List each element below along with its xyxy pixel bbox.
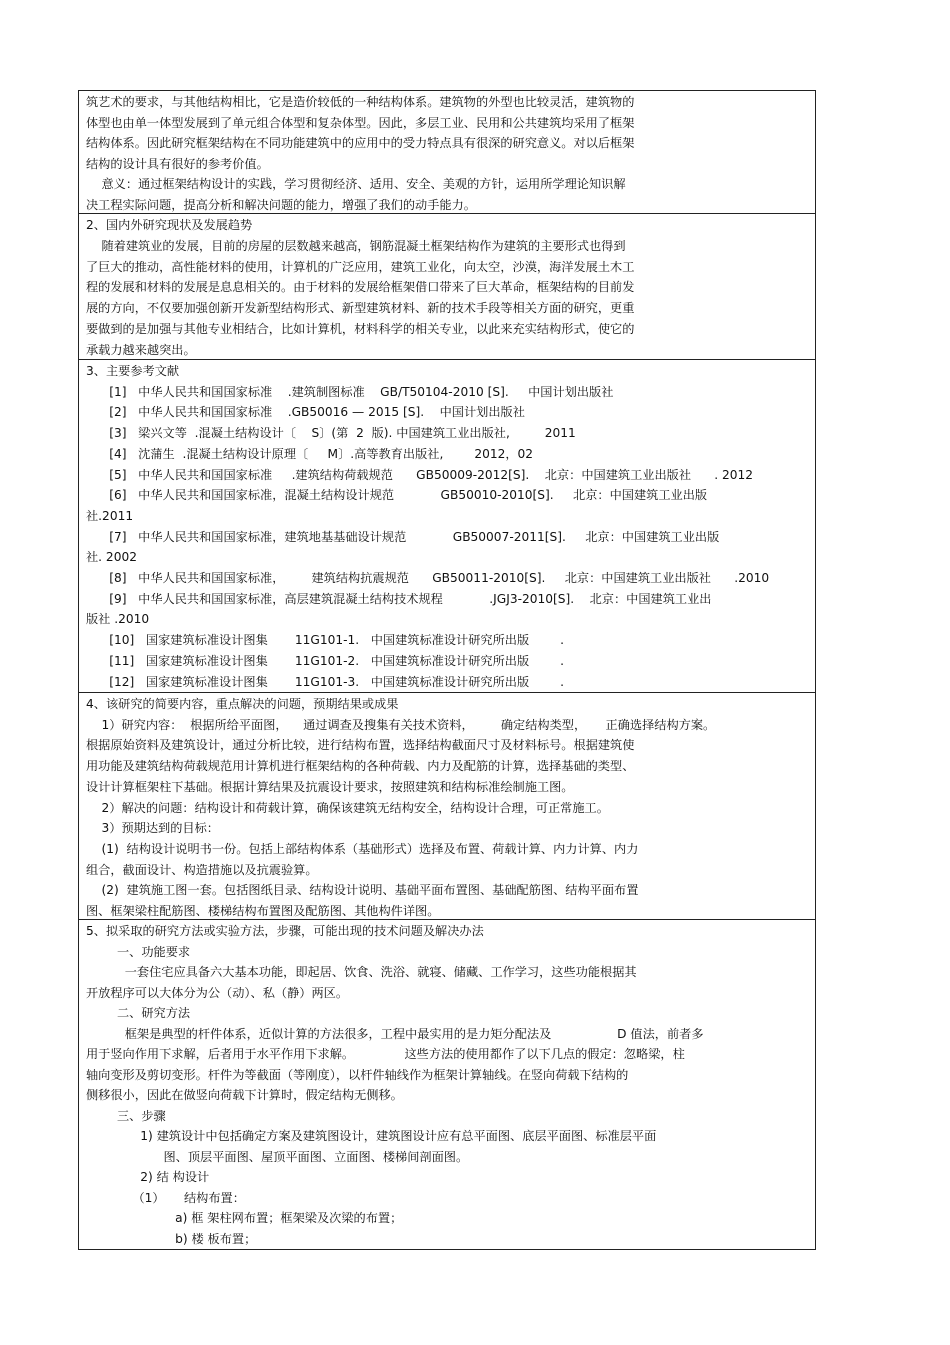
text-line: [9] 中华人民共和国国家标准，高层建筑混凝土结构技术规程 .JGJ3-2010[S]. 北京：中国建筑工业出 xyxy=(86,591,712,606)
text-line: (2) 建筑施工图一套。包括图纸目录、结构设计说明、基础平面布置图、基础配筋图、结构平面布置 xyxy=(86,883,639,898)
text-line: a) 框 架柱网布置；框架梁及次梁的布置； xyxy=(86,1211,403,1225)
text-line: 2、国内外研究现状及发展趋势 xyxy=(86,218,253,232)
text-line: 展的方向，不仅要加强创新开发新型结构形式、新型建筑材料、新的技术手段等相关方面的研究，更重 xyxy=(86,301,635,316)
text-line: 体型也由单一体型发展到了单元组合体型和复杂体型。因此，多层工业、民用和公共建筑均采用了框架 xyxy=(86,115,635,130)
section-research-content xyxy=(79,693,815,920)
text-line: 了巨大的推动，高性能材料的使用，计算机的广泛应用，建筑工业化，向太空，沙漠，海洋发展土木工 xyxy=(86,259,635,274)
text-line: 图、顶层平面图、屋顶平面图、立面图、楼梯间剖面图。 xyxy=(86,1149,469,1164)
text-line: [10] 国家建筑标准设计图集 11G101-1. 中国建筑标准设计研究所出版 . xyxy=(86,633,565,648)
text-line: 随着建筑业的发展，目前的房屋的层数越来越高，钢筋混凝土框架结构作为建筑的主要形式也得到 xyxy=(86,238,626,253)
document-table xyxy=(78,90,816,1250)
text-line: 一套住宅应具备六大基本功能，即起居、饮食、洗浴、就寝、储藏、工作学习，这些功能根据其 xyxy=(86,965,637,979)
text-line: 社. 2002 xyxy=(86,550,137,565)
text-line: [7] 中华人民共和国国家标准，建筑地基基础设计规范 GB50007-2011[S]. 北京：中国建筑工业出版 xyxy=(86,529,720,544)
text-line: 1) 建筑设计中包括确定方案及建筑图设计，建筑图设计应有总平面图、底层平面图、标准层平面 xyxy=(86,1129,657,1143)
text-line: [3] 梁兴文等 .混凝土结构设计〔 S〕(第 2 版). 中国建筑工业出版社, 2011 xyxy=(86,426,576,441)
text-line: (1) 结构设计说明书一份。包括上部结构体系（基础形式）选择及布置、荷载计算、内力计算、内力 xyxy=(86,841,639,856)
text-line: 1）研究内容： 根据所给平面图， 通过调查及搜集有关技术资料， 确定结构类型， 正确选择结构方案。 xyxy=(86,717,716,732)
text-line: [4] 沈蒲生 .混凝土结构设计原理〔 M〕.高等教育出版社, 2012，02 xyxy=(86,446,534,461)
text-line: 图、框架梁柱配筋图、楼梯结构布置图及配筋图、其他构件详图。 xyxy=(86,904,440,918)
text-line: 侧移很小，因此在做竖向荷载下计算时，假定结构无侧移。 xyxy=(86,1088,403,1102)
text-line: [2] 中华人民共和国国家标准 .GB50016 — 2015 [S]. 中国计划出版社 xyxy=(86,405,525,420)
text-line: 轴向变形及剪切变形。杆件为等截面（等刚度），以杆件轴线作为框架计算轴线。在竖向荷载下结构的 xyxy=(86,1067,629,1082)
text-line: 用功能及建筑结构荷载规范用计算机进行框架结构的各种荷载、内力及配筋的计算，选择基础的类型、 xyxy=(86,759,635,774)
text-line: 承载力越来越突出。 xyxy=(86,342,196,357)
text-line: 3、主要参考文献 xyxy=(86,364,180,378)
text-line: 二、研究方法 xyxy=(86,1006,191,1020)
text-line: 2）解决的问题：结构设计和荷载计算，确保该建筑无结构安全，结构设计合理，可正常施工。 xyxy=(86,800,609,815)
text-line: 组合，截面设计、构造措施以及抗震验算。 xyxy=(86,862,318,877)
text-line: 意义：通过框架结构设计的实践，学习贯彻经济、适用、安全、美观的方针，运用所学理论知识解 xyxy=(86,177,626,192)
text-line: 2) 结 构设计 xyxy=(86,1170,210,1184)
text-line: 决工程实际问题，提高分析和解决问题的能力，增强了我们的动手能力。 xyxy=(86,198,476,212)
text-line: 社.2011 xyxy=(86,508,134,523)
text-line: 筑艺术的要求，与其他结构相比，它是造价较低的一种结构体系。建筑物的外型也比较灵活，建筑物的 xyxy=(86,95,635,109)
text-line: 三、步骤 xyxy=(86,1108,166,1123)
text-line: 结构的设计具有很好的参考价值。 xyxy=(86,156,269,171)
text-line: 4、该研究的简要内容，重点解决的问题，预期结果或成果 xyxy=(86,697,399,711)
text-line: 版社 .2010 xyxy=(86,612,150,627)
text-line: 开放程序可以大体分为公（动）、私（静）两区。 xyxy=(86,985,349,1000)
text-line: [12] 国家建筑标准设计图集 11G101-3. 中国建筑标准设计研究所出版 . xyxy=(86,674,565,689)
text-line: 用于竖向作用下求解，后者用于水平作用下求解。 这些方法的使用都作了以下几点的假定：忽略梁，柱 xyxy=(86,1047,685,1061)
text-line: 程的发展和材料的发展是息息相关的。由于材料的发展给框架借口带来了巨大革命，框架结构的目前发 xyxy=(86,280,635,295)
text-line: 框架是典型的杆件体系，近似计算的方法很多，工程中最实用的是力矩分配法及 D 值法，前者多 xyxy=(86,1026,704,1041)
text-line: 3）预期达到的目标： xyxy=(86,821,219,836)
text-line: b) 楼 板布置； xyxy=(86,1231,257,1246)
text-line: 根据原始资料及建筑设计，通过分析比较，进行结构布置，选择结构截面尺寸及材料标号。根据建筑使 xyxy=(86,738,635,753)
text-line: [1] 中华人民共和国国家标准 .建筑制图标准 GB/T50104-2010 [S]. 中国计划出版社 xyxy=(86,384,614,399)
text-line: [11] 国家建筑标准设计图集 11G101-2. 中国建筑标准设计研究所出版 . xyxy=(86,653,565,668)
section-methods xyxy=(79,920,815,1251)
text-line: 设计计算框架柱下基础。根据计算结果及抗震设计要求，按照建筑和结构标准绘制施工图。 xyxy=(86,779,574,794)
text-line: 5、拟采取的研究方法或实验方法，步骤，可能出现的技术问题及解决办法 xyxy=(86,924,484,938)
text-line: [6] 中华人民共和国国家标准，混凝土结构设计规范 GB50010-2010[S]. 北京：中国建筑工业出版 xyxy=(86,488,708,503)
section-references xyxy=(79,360,815,693)
text-line: 结构体系。因此研究框架结构在不同功能建筑中的应用中的受力特点具有很深的研究意义。对以后框架 xyxy=(86,136,635,151)
section-significance xyxy=(79,91,815,214)
text-line: [5] 中华人民共和国国家标准 .建筑结构荷载规范 GB50009-2012[S]. 北京：中国建筑工业出版社 . 2012 xyxy=(86,467,754,482)
text-line: 要做到的是加强与其他专业相结合，比如计算机，材料科学的相关专业，以此来充实结构形式，使它的 xyxy=(86,322,635,336)
text-line: 一、功能要求 xyxy=(86,944,191,959)
text-line: （1） 结构布置： xyxy=(86,1190,245,1205)
text-line: [8] 中华人民共和国国家标准， 建筑结构抗震规范 GB50011-2010[S]. 北京：中国建筑工业出版社 .2010 xyxy=(86,571,770,585)
section-research-status xyxy=(79,214,815,360)
